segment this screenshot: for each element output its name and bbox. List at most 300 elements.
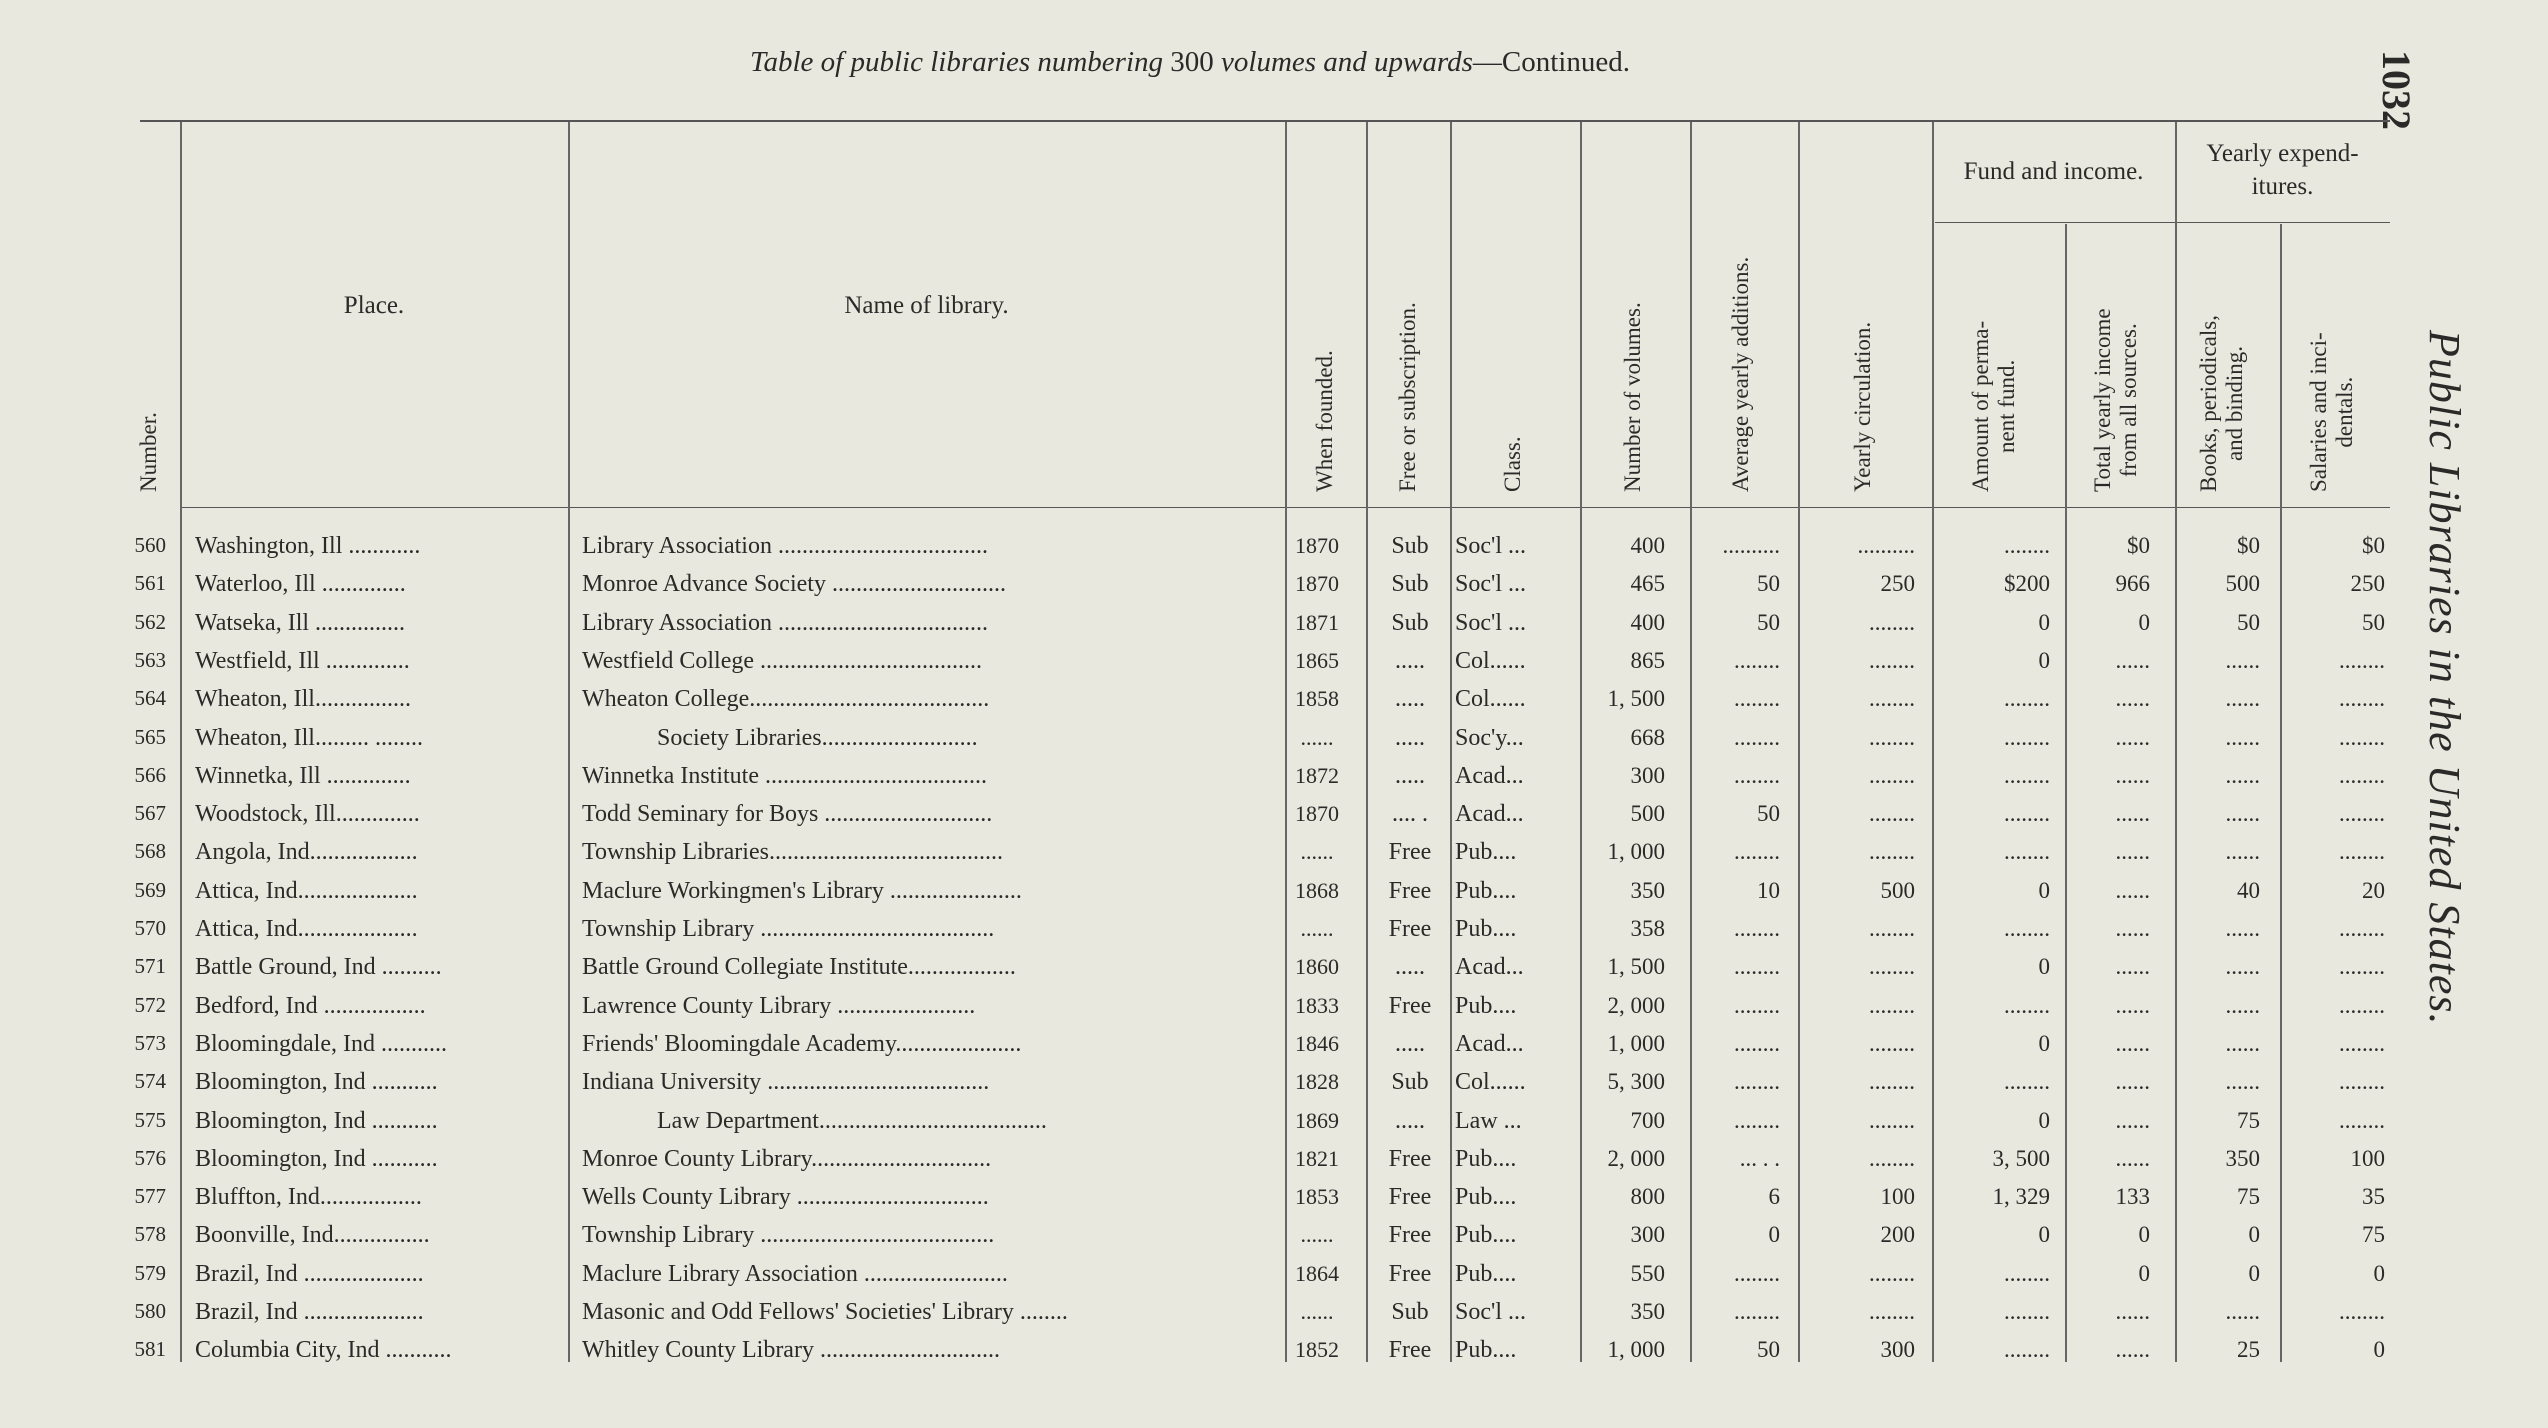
place-cell: Columbia City, Ind ........... [195, 1337, 452, 1364]
place-cell: Attica, Ind.................... [195, 877, 418, 904]
header-total-yearly-income [2090, 308, 2143, 492]
yearly-additions-cell: ........ [1734, 839, 1780, 865]
free-or-subscription-cell: Free [1388, 1145, 1432, 1172]
yearly-income-cell: ...... [2115, 724, 2150, 750]
library-class-cell: Pub.... [1455, 1260, 1517, 1287]
yearly-additions-cell: 50 [1757, 1337, 1780, 1363]
place-cell: Washington, Ill ............ [195, 533, 421, 559]
table-row [0, 1069, 2548, 1107]
yearly-income-cell: 0 [2138, 1222, 2150, 1248]
number-of-volumes-cell: 668 [1630, 724, 1665, 750]
header-top-rule [140, 120, 2390, 122]
yearly-additions-cell: ... . . [1739, 1145, 1780, 1171]
permanent-fund-cell: ........ [2004, 533, 2050, 558]
library-name-cell: Township Libraries....................................... [582, 839, 1003, 866]
permanent-fund-cell: 0 [2038, 954, 2050, 980]
library-name-cell: Whitley County Library .............................. [582, 1337, 1000, 1364]
free-or-subscription-cell: ..... [1395, 1030, 1425, 1057]
row-number-cell: 560 [134, 533, 166, 557]
yearly-circulation-cell: ........ [1869, 992, 1915, 1018]
header-class: Class. [1500, 436, 1525, 492]
header-books-line-1: Books, periodicals, [2196, 315, 2221, 492]
row-number-cell: 567 [134, 801, 166, 826]
salaries-expenditure-cell: 0 [2373, 1337, 2385, 1363]
yearly-circulation-cell: ........ [1869, 647, 1915, 673]
yearly-circulation-cell: 250 [1880, 571, 1915, 597]
number-of-volumes-cell: 300 [1630, 1222, 1665, 1248]
row-number-cell: 580 [134, 1299, 166, 1323]
when-founded-cell: ...... [1300, 1222, 1334, 1248]
library-name-cell: Maclure Library Association ........................ [582, 1260, 1008, 1287]
header-permanent-fund [1968, 321, 2021, 492]
library-name-cell: Todd Seminary for Boys ............................ [582, 801, 993, 828]
yearly-additions-cell: ........ [1734, 954, 1780, 980]
place-cell: Brazil, Ind .................... [195, 1299, 424, 1325]
yearly-income-cell: ...... [2115, 1030, 2150, 1056]
yearly-additions-cell: ........ [1734, 1107, 1780, 1133]
number-of-volumes-cell: 700 [1630, 1107, 1665, 1133]
row-number-cell: 566 [134, 762, 166, 787]
row-number-cell: 577 [134, 1184, 166, 1209]
when-founded-cell: 1865 [1295, 647, 1339, 673]
header-place: Place. [343, 292, 405, 319]
yearly-income-cell: ...... [2115, 1069, 2150, 1095]
library-class-cell: Col...... [1455, 686, 1526, 713]
books-expenditure-cell: 500 [2225, 571, 2260, 597]
place-cell: Bloomingdale, Ind ........... [195, 1030, 447, 1057]
library-class-cell: Pub.... [1455, 916, 1517, 942]
number-of-volumes-cell: 2, 000 [1607, 1145, 1665, 1171]
free-or-subscription-cell: Sub [1391, 609, 1429, 636]
library-name-cell: Wells County Library ................................ [582, 1184, 989, 1211]
table-row [0, 610, 2548, 648]
yearly-circulation-cell: ........ [1869, 1145, 1915, 1171]
table-row [0, 1184, 2548, 1222]
permanent-fund-cell: ........ [2004, 686, 2050, 712]
library-name-cell: Wheaton College........................................ [582, 686, 990, 713]
permanent-fund-cell: 1, 329 [1992, 1184, 2050, 1210]
place-cell: Bloomington, Ind ........... [195, 1107, 438, 1134]
books-expenditure-cell: ...... [2225, 1030, 2260, 1056]
library-class-cell: Pub.... [1455, 839, 1517, 866]
library-class-cell: Pub.... [1455, 1222, 1517, 1249]
number-of-volumes-cell: 1, 500 [1607, 954, 1665, 980]
salaries-expenditure-cell: $0 [2362, 533, 2385, 558]
permanent-fund-cell: 0 [2038, 1107, 2050, 1133]
yearly-income-cell: ...... [2115, 686, 2150, 712]
yearly-income-cell: ...... [2115, 1299, 2150, 1324]
table-row [0, 1299, 2548, 1337]
table-row [0, 1031, 2548, 1069]
library-name-cell: Lawrence County Library ....................... [582, 992, 976, 1019]
free-or-subscription-cell: ..... [1395, 954, 1425, 981]
header-expenditures-line-2: itures. [2251, 172, 2314, 200]
books-expenditure-cell: ...... [2225, 724, 2260, 750]
when-founded-cell: 1871 [1295, 609, 1339, 635]
permanent-fund-cell: 0 [2038, 877, 2050, 903]
yearly-income-cell: $0 [2127, 533, 2150, 558]
library-class-cell: Col...... [1455, 647, 1526, 674]
salaries-expenditure-cell: ........ [2339, 686, 2385, 712]
books-expenditure-cell: 0 [2248, 1222, 2260, 1248]
free-or-subscription-cell: ..... [1395, 686, 1425, 713]
yearly-income-cell: ...... [2115, 647, 2150, 673]
library-class-cell: Soc'y... [1455, 724, 1524, 751]
free-or-subscription-cell: .... . [1392, 801, 1428, 828]
salaries-expenditure-cell: 75 [2362, 1222, 2385, 1248]
yearly-circulation-cell: 200 [1880, 1222, 1915, 1248]
number-of-volumes-cell: 1, 500 [1607, 686, 1665, 712]
library-name-cell: Library Association ................................... [582, 533, 988, 559]
free-or-subscription-cell: Sub [1391, 571, 1429, 598]
when-founded-cell: 1852 [1295, 1337, 1339, 1363]
salaries-expenditure-cell: ........ [2339, 801, 2385, 827]
yearly-income-cell: ...... [2115, 839, 2150, 865]
header-permanent-fund-line-2: nent fund. [1994, 359, 2020, 454]
permanent-fund-cell: ........ [2004, 839, 2050, 865]
row-number-cell: 565 [134, 724, 166, 749]
row-number-cell: 571 [134, 954, 166, 979]
free-or-subscription-cell: Free [1388, 1222, 1432, 1249]
row-number-cell: 562 [134, 609, 166, 634]
permanent-fund-cell: ........ [2004, 1260, 2050, 1286]
header-average-yearly-additions: Average yearly additions. [1728, 256, 1753, 492]
yearly-additions-cell: 50 [1757, 801, 1780, 827]
header-salaries-line-1: Salaries and inci- [2306, 332, 2331, 492]
books-expenditure-cell: ...... [2225, 839, 2260, 865]
permanent-fund-cell: 0 [2038, 1222, 2050, 1248]
books-expenditure-cell: $0 [2237, 533, 2260, 558]
library-name-cell: Law Department...................................... [657, 1107, 1047, 1134]
salaries-expenditure-cell: ........ [2339, 1107, 2385, 1133]
row-number-cell: 574 [134, 1069, 166, 1094]
header-group-rule [1935, 222, 2390, 223]
row-number-cell: 563 [134, 647, 166, 672]
table-row [0, 1108, 2548, 1146]
title-italic-part-2: volumes and upwards [1221, 46, 1473, 78]
yearly-circulation-cell: ........ [1869, 724, 1915, 750]
library-class-cell: Acad... [1455, 1030, 1524, 1057]
number-of-volumes-cell: 300 [1630, 762, 1665, 788]
number-of-volumes-cell: 1, 000 [1607, 839, 1665, 865]
yearly-circulation-cell: 500 [1880, 877, 1915, 903]
books-expenditure-cell: ...... [2225, 992, 2260, 1018]
books-expenditure-cell: 75 [2237, 1184, 2260, 1210]
yearly-income-cell: 133 [2115, 1184, 2150, 1210]
library-class-cell: Soc'l ... [1455, 533, 1526, 559]
yearly-circulation-cell: 300 [1880, 1337, 1915, 1363]
row-number-cell: 579 [134, 1260, 166, 1285]
yearly-circulation-cell: ........ [1869, 762, 1915, 788]
yearly-circulation-cell: ........ [1869, 686, 1915, 712]
header-number: Number. [136, 412, 161, 492]
yearly-additions-cell: ........ [1734, 1030, 1780, 1056]
place-cell: Bloomington, Ind ........... [195, 1069, 438, 1096]
salaries-expenditure-cell: ........ [2339, 839, 2385, 865]
row-number-cell: 575 [134, 1107, 166, 1132]
place-cell: Bedford, Ind ................. [195, 992, 426, 1019]
permanent-fund-cell: ........ [2004, 801, 2050, 827]
yearly-circulation-cell: ........ [1869, 1299, 1915, 1324]
header-salaries-line-2: dentals. [2332, 376, 2358, 448]
yearly-additions-cell: 50 [1757, 571, 1780, 597]
yearly-additions-cell: ........ [1734, 647, 1780, 673]
number-of-volumes-cell: 350 [1630, 1299, 1665, 1324]
place-cell: Watseka, Ill ............... [195, 609, 406, 636]
header-permanent-fund-line-1: Amount of perma- [1968, 320, 1993, 492]
library-class-cell: Acad... [1455, 954, 1524, 981]
place-cell: Wheaton, Ill......... ........ [195, 724, 423, 751]
permanent-fund-cell: ........ [2004, 916, 2050, 941]
library-name-cell: Library Association ................................... [582, 609, 988, 636]
number-of-volumes-cell: 2, 000 [1607, 992, 1665, 1018]
yearly-circulation-cell: ........ [1869, 801, 1915, 827]
yearly-additions-cell: ........ [1734, 686, 1780, 712]
yearly-income-cell: ...... [2115, 954, 2150, 980]
free-or-subscription-cell: Sub [1391, 1069, 1429, 1096]
row-number-cell: 581 [134, 1337, 166, 1362]
when-founded-cell: 1828 [1295, 1069, 1339, 1095]
row-number-cell: 561 [134, 571, 166, 596]
yearly-circulation-cell: ........ [1869, 954, 1915, 980]
when-founded-cell: 1870 [1295, 801, 1339, 827]
yearly-circulation-cell: ........ [1869, 916, 1915, 941]
yearly-income-cell: ...... [2115, 916, 2150, 941]
library-class-cell: Acad... [1455, 762, 1524, 789]
library-class-cell: Col...... [1455, 1069, 1526, 1096]
table-row [0, 954, 2548, 992]
yearly-additions-cell: ........ [1734, 916, 1780, 941]
library-name-cell: Masonic and Odd Fellows' Societies' Library ........ [582, 1299, 1068, 1325]
yearly-circulation-cell: ........ [1869, 1260, 1915, 1286]
place-cell: Attica, Ind.................... [195, 916, 418, 942]
books-expenditure-cell: 25 [2237, 1337, 2260, 1363]
table-title [140, 46, 2240, 79]
yearly-additions-cell: ........ [1734, 1299, 1780, 1324]
number-of-volumes-cell: 1, 000 [1607, 1030, 1665, 1056]
yearly-additions-cell: 0 [1768, 1222, 1780, 1248]
yearly-income-cell: ...... [2115, 762, 2150, 788]
table-row [0, 686, 2548, 724]
library-name-cell: Indiana University ..................................... [582, 1069, 990, 1096]
salaries-expenditure-cell: ........ [2339, 1299, 2385, 1324]
row-number-cell: 569 [134, 877, 166, 902]
number-of-volumes-cell: 400 [1630, 609, 1665, 635]
books-expenditure-cell: 350 [2225, 1145, 2260, 1171]
library-name-cell: Friends' Bloomingdale Academy..................... [582, 1030, 1022, 1057]
number-of-volumes-cell: 800 [1630, 1184, 1665, 1210]
free-or-subscription-cell: Free [1388, 1337, 1432, 1364]
books-expenditure-cell: ...... [2225, 762, 2260, 788]
library-class-cell: Soc'l ... [1455, 609, 1526, 636]
library-class-cell: Pub.... [1455, 1337, 1517, 1364]
yearly-additions-cell: ........ [1734, 1260, 1780, 1286]
salaries-expenditure-cell: ........ [2339, 954, 2385, 980]
permanent-fund-cell: 0 [2038, 647, 2050, 673]
running-title: Public Libraries in the United States. [2420, 330, 2469, 1026]
library-name-cell: Society Libraries.......................... [657, 724, 978, 751]
library-name-cell: Monroe County Library.............................. [582, 1145, 992, 1172]
row-number-cell: 568 [134, 839, 166, 864]
free-or-subscription-cell: Free [1388, 1260, 1432, 1287]
yearly-circulation-cell: ........ [1869, 609, 1915, 635]
header-yearly-circulation: Yearly circulation. [1850, 321, 1875, 492]
library-name-cell: Township Library ....................................... [582, 1222, 995, 1249]
yearly-additions-cell: 6 [1768, 1184, 1780, 1210]
when-founded-cell: 1860 [1295, 954, 1339, 980]
yearly-circulation-cell: ........ [1869, 1107, 1915, 1133]
yearly-income-cell: ...... [2115, 1145, 2150, 1171]
header-free-or-subscription: Free or subscription. [1395, 302, 1420, 492]
books-expenditure-cell: 75 [2237, 1107, 2260, 1133]
library-class-cell: Pub.... [1455, 1184, 1517, 1211]
permanent-fund-cell: ........ [2004, 1337, 2050, 1363]
salaries-expenditure-cell: ........ [2339, 1030, 2385, 1056]
number-of-volumes-cell: 400 [1630, 533, 1665, 558]
header-library-name: Name of library. [844, 292, 1009, 319]
yearly-income-cell: ...... [2115, 1337, 2150, 1363]
when-founded-cell: ...... [1300, 916, 1334, 941]
title-suffix: —Continued. [1472, 46, 1630, 78]
yearly-additions-cell: ........ [1734, 762, 1780, 788]
when-founded-cell: 1821 [1295, 1145, 1339, 1171]
when-founded-cell: 1870 [1295, 533, 1339, 558]
free-or-subscription-cell: ..... [1395, 647, 1425, 674]
number-of-volumes-cell: 865 [1630, 647, 1665, 673]
when-founded-cell: 1846 [1295, 1030, 1339, 1056]
library-class-cell: Pub.... [1455, 1145, 1517, 1172]
number-of-volumes-cell: 550 [1630, 1260, 1665, 1286]
free-or-subscription-cell: Free [1388, 1184, 1432, 1211]
books-expenditure-cell: ...... [2225, 686, 2260, 712]
when-founded-cell: ...... [1300, 1299, 1334, 1324]
place-cell: Bloomington, Ind ........... [195, 1145, 438, 1172]
when-founded-cell: 1833 [1295, 992, 1339, 1018]
free-or-subscription-cell: Free [1388, 839, 1432, 866]
library-class-cell: Law ... [1455, 1107, 1522, 1134]
books-expenditure-cell: ...... [2225, 647, 2260, 673]
salaries-expenditure-cell: 100 [2350, 1145, 2385, 1171]
row-number-cell: 564 [134, 686, 166, 711]
yearly-income-cell: ...... [2115, 801, 2150, 827]
permanent-fund-cell: ........ [2004, 724, 2050, 750]
permanent-fund-cell: 0 [2038, 1030, 2050, 1056]
table-row [0, 533, 2548, 571]
header-fund-and-income: Fund and income. [1963, 158, 2144, 185]
permanent-fund-cell: 0 [2038, 609, 2050, 635]
yearly-circulation-cell: .......... [1857, 533, 1915, 558]
library-name-cell: Maclure Workingmen's Library ...................... [582, 877, 1022, 904]
salaries-expenditure-cell: ........ [2339, 724, 2385, 750]
table-row [0, 801, 2548, 839]
when-founded-cell: 1853 [1295, 1184, 1339, 1210]
header-salaries-incidentals [2306, 332, 2359, 492]
library-class-cell: Soc'l ... [1455, 1299, 1526, 1325]
when-founded-cell: 1869 [1295, 1107, 1339, 1133]
free-or-subscription-cell: Free [1388, 877, 1432, 904]
yearly-income-cell: ...... [2115, 1107, 2150, 1133]
permanent-fund-cell: $200 [2004, 571, 2050, 597]
number-of-volumes-cell: 350 [1630, 877, 1665, 903]
yearly-additions-cell: .......... [1722, 533, 1780, 558]
salaries-expenditure-cell: ........ [2339, 992, 2385, 1018]
row-number-cell: 576 [134, 1145, 166, 1170]
library-name-cell: Monroe Advance Society ............................. [582, 571, 1006, 598]
books-expenditure-cell: ...... [2225, 1299, 2260, 1324]
table-row [0, 839, 2548, 877]
books-expenditure-cell: ...... [2225, 801, 2260, 827]
title-italic-part: Table of public libraries numbering [750, 46, 1164, 78]
table-row [0, 1146, 2548, 1184]
library-name-cell: Township Library ....................................... [582, 916, 995, 942]
table-row [0, 878, 2548, 916]
table-row [0, 763, 2548, 801]
title-number: 300 [1170, 46, 1214, 78]
permanent-fund-cell: 3, 500 [1992, 1145, 2050, 1171]
salaries-expenditure-cell: ........ [2339, 1069, 2385, 1095]
free-or-subscription-cell: ..... [1395, 1107, 1425, 1134]
number-of-volumes-cell: 5, 300 [1607, 1069, 1665, 1095]
when-founded-cell: 1868 [1295, 877, 1339, 903]
library-class-cell: Pub.... [1455, 992, 1517, 1019]
books-expenditure-cell: ...... [2225, 1069, 2260, 1095]
row-number-cell: 573 [134, 1030, 166, 1055]
library-name-cell: Battle Ground Collegiate Institute.................. [582, 954, 1016, 981]
books-expenditure-cell: ...... [2225, 916, 2260, 941]
when-founded-cell: ...... [1300, 839, 1334, 865]
yearly-additions-cell: ........ [1734, 992, 1780, 1018]
table-row [0, 916, 2548, 954]
place-cell: Waterloo, Ill .............. [195, 571, 406, 598]
books-expenditure-cell: ...... [2225, 954, 2260, 980]
table-row [0, 1337, 2548, 1375]
yearly-income-cell: 966 [2115, 571, 2150, 597]
permanent-fund-cell: ........ [2004, 1299, 2050, 1324]
yearly-additions-cell: ........ [1734, 1069, 1780, 1095]
row-number-cell: 578 [134, 1222, 166, 1247]
yearly-income-cell: ...... [2115, 992, 2150, 1018]
books-expenditure-cell: 40 [2237, 877, 2260, 903]
yearly-circulation-cell: ........ [1869, 1030, 1915, 1056]
place-cell: Angola, Ind.................. [195, 839, 418, 866]
number-of-volumes-cell: 465 [1630, 571, 1665, 597]
row-number-cell: 570 [134, 916, 166, 940]
yearly-income-cell: ...... [2115, 877, 2150, 903]
place-cell: Battle Ground, Ind .......... [195, 954, 442, 981]
free-or-subscription-cell: Sub [1391, 533, 1429, 559]
page-number: 1032 [2374, 50, 2419, 130]
salaries-expenditure-cell: 0 [2373, 1260, 2385, 1286]
place-cell: Wheaton, Ill................ [195, 686, 411, 713]
permanent-fund-cell: ........ [2004, 992, 2050, 1018]
yearly-income-cell: 0 [2138, 609, 2150, 635]
library-class-cell: Pub.... [1455, 877, 1517, 904]
free-or-subscription-cell: Sub [1391, 1299, 1429, 1325]
table-row [0, 571, 2548, 609]
salaries-expenditure-cell: 250 [2350, 571, 2385, 597]
free-or-subscription-cell: Free [1388, 916, 1432, 942]
yearly-circulation-cell: ........ [1869, 1069, 1915, 1095]
table-row [0, 725, 2548, 763]
when-founded-cell: 1864 [1295, 1260, 1339, 1286]
yearly-additions-cell: 50 [1757, 609, 1780, 635]
yearly-additions-cell: ........ [1734, 724, 1780, 750]
library-name-cell: Winnetka Institute ..................................... [582, 762, 987, 789]
books-expenditure-cell: 50 [2237, 609, 2260, 635]
free-or-subscription-cell: ..... [1395, 724, 1425, 751]
number-of-volumes-cell: 1, 000 [1607, 1337, 1665, 1363]
library-class-cell: Soc'l ... [1455, 571, 1526, 598]
